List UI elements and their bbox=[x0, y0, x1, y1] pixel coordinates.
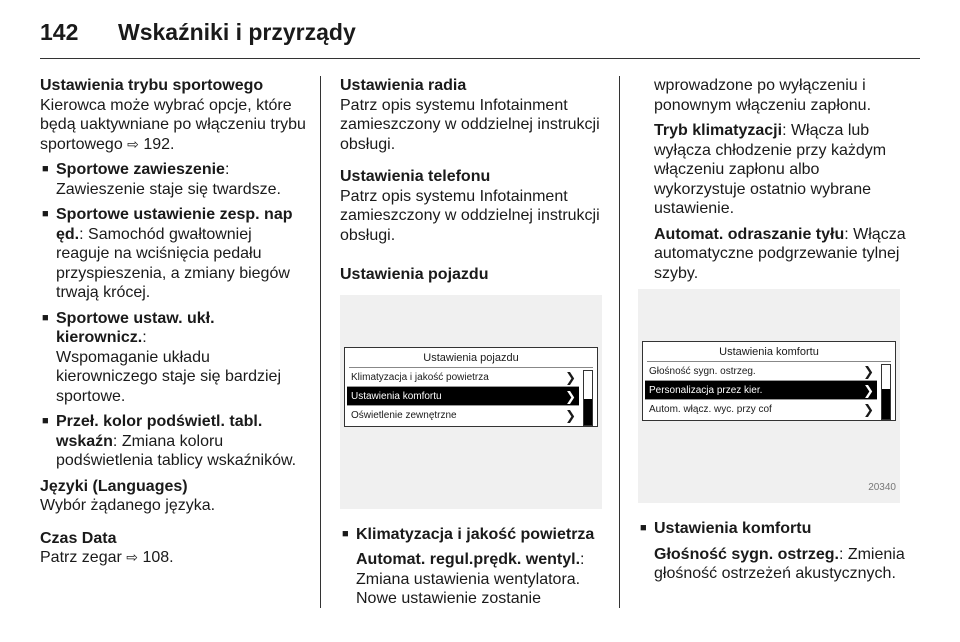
page-title: Wskaźniki i przyrządy bbox=[118, 18, 356, 45]
menu-item[interactable]: Oświetlenie zewnętrzne ❯ bbox=[351, 407, 576, 423]
header-divider bbox=[40, 58, 920, 59]
list-item: ■ Klimatyzacja i jakość powietrza bbox=[340, 525, 608, 545]
chevron-right-icon: ❯ bbox=[863, 402, 874, 417]
page-reference[interactable]: 192. bbox=[143, 135, 175, 153]
list-item: ■ Sportowe zawieszenie: Zawieszenie staje się twardsze. bbox=[40, 160, 308, 199]
display-screenshot bbox=[340, 295, 602, 509]
menu-item[interactable]: Głośność sygn. ostrzeg. ❯ bbox=[645, 362, 877, 381]
menu-item[interactable]: Klimatyzacja i jakość powietrza ❯ bbox=[347, 368, 579, 387]
list-item: ■ Sportowe ustaw. ukł. kierownicz.: Wspomaganie układu kierowniczego staje się bardziej sportowe. bbox=[40, 309, 308, 407]
screen-title: Ustawienia pojazdu bbox=[349, 348, 593, 368]
arrow-ref-icon: ⇨ bbox=[126, 549, 138, 565]
sub-item: Tryb klimatyzacji: Włącza lub wyłącza chłodzenie przy każdym włączeniu zapłonu albo wykorzystuje ostatnio wybrane ustawienie. bbox=[654, 122, 887, 217]
scrollbar[interactable] bbox=[881, 364, 891, 420]
column-divider bbox=[619, 76, 620, 608]
menu-item-selected[interactable]: Ustawienia komfortu ❯ bbox=[347, 387, 579, 406]
section-heading: Języki (Languages) bbox=[40, 477, 188, 495]
page-header bbox=[40, 14, 356, 50]
section-heading: Ustawienia radia bbox=[340, 77, 467, 94]
chevron-right-icon: ❯ bbox=[863, 383, 874, 398]
section-heading: Ustawienia trybu sportowego bbox=[40, 77, 264, 94]
column-divider bbox=[320, 76, 321, 608]
column-3 bbox=[638, 76, 906, 590]
arrow-ref-icon: ⇨ bbox=[127, 135, 139, 152]
image-number: 20340 bbox=[868, 481, 896, 493]
sub-item: wprowadzone po wyłączeniu i ponownym włączeniu zapłonu. bbox=[654, 77, 872, 114]
chevron-right-icon: ❯ bbox=[863, 364, 874, 379]
list-item: ■ Ustawienia komfortu bbox=[638, 519, 906, 539]
list-item: ■ Sportowe ustawienie zesp. nap ęd.: Samochód gwałtowniej reaguje na wciśnięcia pedału przyspieszenia, a zmiany biegów trwają krócej. bbox=[40, 205, 308, 303]
screen-title: Ustawienia komfortu bbox=[647, 342, 891, 362]
section-heading: Ustawienia telefonu bbox=[340, 168, 491, 185]
menu-item-selected[interactable]: Personalizacja przez kier. ❯ bbox=[645, 381, 877, 400]
menu-item[interactable]: Autom. włącz. wyc. przy cof ❯ bbox=[649, 402, 874, 417]
scrollbar-thumb[interactable] bbox=[584, 399, 592, 425]
display-screen bbox=[642, 341, 896, 421]
chevron-right-icon: ❯ bbox=[565, 407, 576, 423]
list-item: ■ Przeł. kolor podświetl. tabl. wskaźn: Zmiana koloru podświetlenia tablicy wskaźników. bbox=[40, 412, 308, 471]
sub-item: Automat. regul.prędk. wentyl.: Zmiana ustawienia wentylatora. Nowe ustawienie zostanie bbox=[356, 551, 585, 607]
scrollbar-thumb[interactable] bbox=[882, 389, 890, 419]
column-2 bbox=[340, 76, 608, 615]
section-heading: Czas Data bbox=[40, 529, 117, 547]
section-text: Patrz opis systemu Infotainment zamieszczony w oddzielnej instrukcji obsługi. bbox=[340, 187, 600, 244]
chevron-right-icon: ❯ bbox=[565, 388, 576, 404]
sub-item: Głośność sygn. ostrzeg.: Zmienia głośność ostrzeżeń akustycznych. bbox=[654, 545, 905, 582]
scrollbar[interactable] bbox=[583, 370, 593, 426]
section-text: Kierowca może wybrać opcje, które będą uaktywniane po włączeniu trybu sportowego ⇨ 192. bbox=[40, 96, 306, 153]
section-text: Patrz zegar ⇨ 108. bbox=[40, 549, 174, 566]
display-screenshot bbox=[638, 289, 900, 503]
sub-item: Automat. odraszanie tyłu: Włącza automatyczne podgrzewanie tylnej szyby. bbox=[654, 225, 906, 282]
chevron-right-icon: ❯ bbox=[565, 369, 576, 385]
page-reference[interactable]: 108. bbox=[142, 549, 174, 566]
display-screen bbox=[344, 347, 598, 427]
page-number: 142 bbox=[40, 18, 79, 45]
column-1 bbox=[40, 76, 308, 568]
section-heading: Ustawienia pojazdu bbox=[340, 266, 489, 283]
section-text: Patrz opis systemu Infotainment zamieszczony w oddzielnej instrukcji obsługi. bbox=[340, 96, 600, 153]
section-text: Wybór żądanego języka. bbox=[40, 497, 216, 514]
